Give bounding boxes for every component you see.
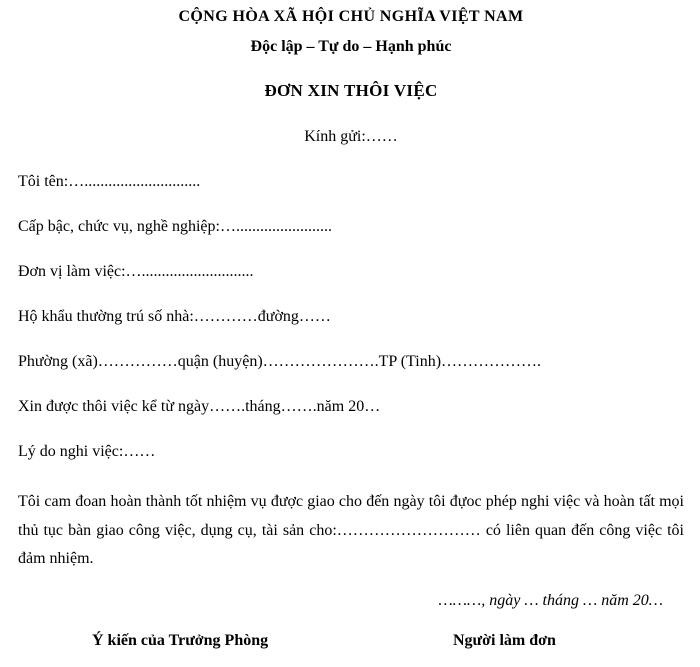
field-full-name: Tôi tên:…............................. — [18, 173, 201, 190]
date-place-line: ………, ngày … tháng … năm 20… — [438, 591, 663, 609]
signature-label-department-head-opinion: Ý kiến của Trưởng Phòng — [92, 631, 269, 649]
field-rank-position-occupation: Cấp bậc, chức vụ, nghề nghiệp:…........................ — [18, 218, 332, 235]
field-resignation-reason: Lý do nghi việc:…… — [18, 443, 156, 460]
form-title: ĐƠN XIN THÔI VIỆC — [264, 81, 438, 100]
field-work-unit: Đơn vị làm việc:…............................ — [18, 263, 254, 280]
national-motto: Độc lập – Tự do – Hạnh phúc — [250, 38, 452, 55]
field-ward-district-city: Phường (xã)……………quận (huyện)………………….TP (Tinh)………………. — [18, 353, 542, 370]
national-title: CỘNG HÒA XÃ HỘI CHỦ NGHĨA VIỆT NAM — [178, 8, 524, 25]
signature-label-applicant: Người làm đơn — [453, 631, 556, 649]
salutation-line: Kính gửi:…… — [304, 128, 398, 145]
commitment-paragraph: Tôi cam đoan hoàn thành tốt nhiệm vụ được giao cho đến ngày tôi đựoc phép nghi việc và hoàn tất mọi thủ tục bàn giao công việc, dụng cụ, tài sản cho:……………………… có liên quan đến công việc tôi đảm nhiệm. — [18, 493, 684, 567]
field-residence-address: Hộ khẩu thường trú số nhà:…………đường…… — [18, 308, 331, 325]
field-resignation-date: Xin được thôi việc kể từ ngày…….tháng…….năm 20… — [18, 398, 381, 415]
signature-row — [18, 632, 684, 654]
